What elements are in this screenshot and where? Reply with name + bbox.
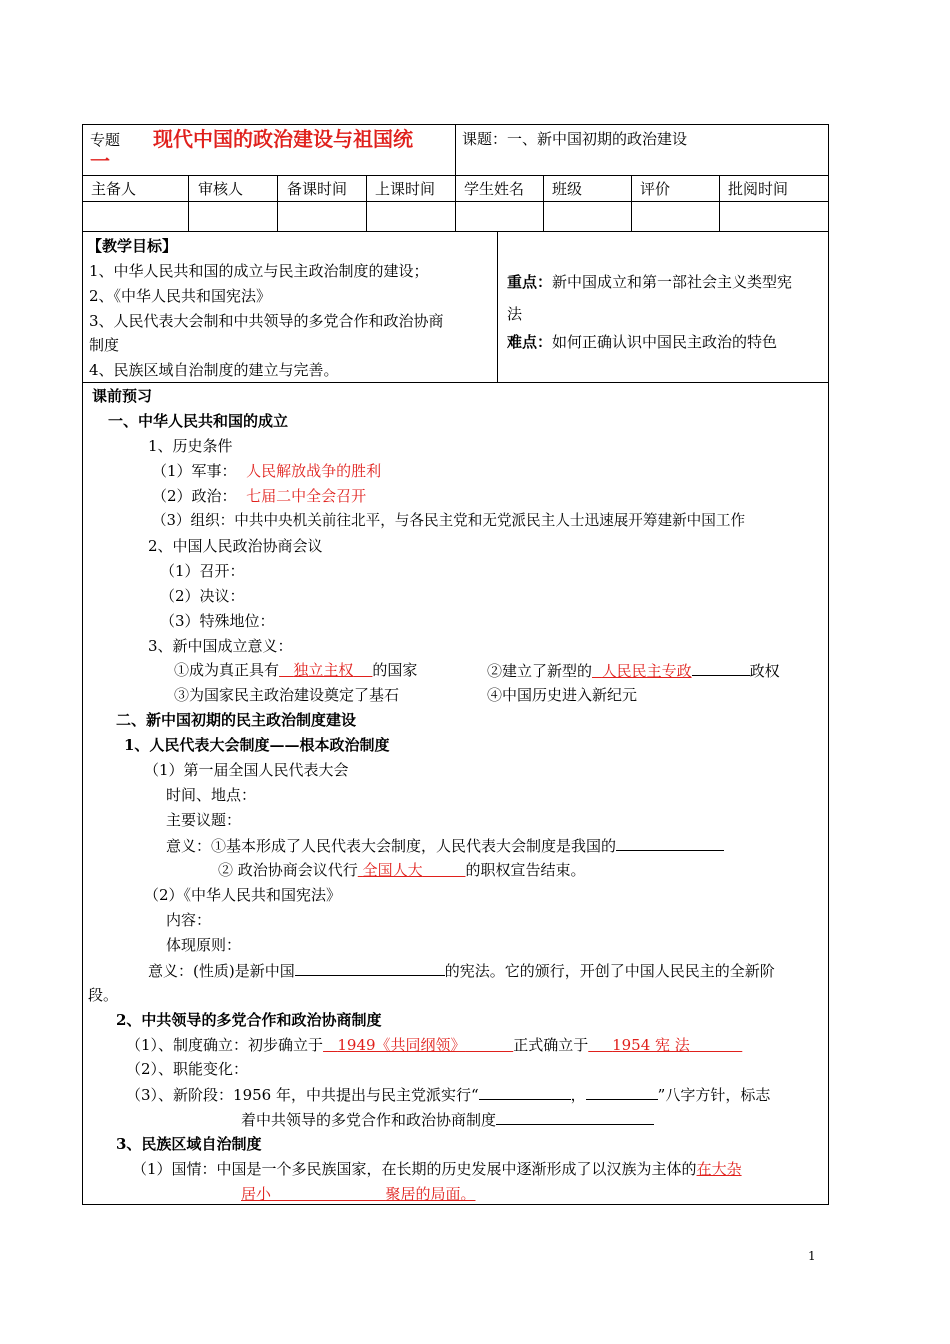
role-cell: 评价 bbox=[640, 180, 671, 198]
role-cell: 学生姓名 bbox=[464, 180, 525, 198]
constitution-meaning: 意义：(性质)是新中国 的宪法。它的颁行，开创了中国人民民主的全新阶 bbox=[148, 962, 775, 980]
objective-item: 3、人民代表大会制和中共领导的多党合作和政治协商 bbox=[89, 312, 444, 330]
difficulty-label: 难点： bbox=[507, 333, 553, 351]
role-cell: 班级 bbox=[552, 180, 583, 198]
topic-title-continued: 一 bbox=[90, 149, 110, 173]
subsection-heading: 3、民族区域自治制度 bbox=[116, 1135, 262, 1153]
difficulty-text: 如何正确认识中国民主政治的特色 bbox=[552, 333, 778, 351]
answer-blank[interactable] bbox=[479, 1085, 571, 1100]
answer-blank[interactable] bbox=[586, 1085, 658, 1100]
table-rule bbox=[497, 231, 498, 382]
table-rule bbox=[188, 175, 189, 231]
answer-blank[interactable] bbox=[496, 1110, 654, 1125]
difficulty-point bbox=[507, 333, 777, 351]
answer-concentrated-living: 聚居的局面。 bbox=[385, 1185, 476, 1203]
objective-item: 制度 bbox=[89, 336, 120, 354]
meaning-text: 的国家 bbox=[372, 661, 418, 679]
meaning-text: ②建立了新型的 bbox=[487, 662, 593, 680]
subsection-heading: 3、新中国成立意义： bbox=[148, 637, 293, 655]
subsection-heading: 2、中共领导的多党合作和政治协商制度 bbox=[116, 1011, 382, 1029]
role-cell: 主备人 bbox=[91, 180, 137, 198]
key-point-text: 新中国成立和第一部社会主义类型宪 bbox=[552, 273, 793, 291]
table-rule bbox=[455, 124, 456, 175]
preview-heading: 课前预习 bbox=[92, 387, 153, 405]
meaning-text: 政权 bbox=[749, 662, 780, 680]
table-rule bbox=[455, 175, 456, 231]
npc-agenda: 主要议题： bbox=[166, 811, 242, 829]
answer-common-program: 1949《共同纲领》 bbox=[337, 1036, 466, 1054]
topic-title: 现代中国的政治建设与祖国统 bbox=[153, 127, 413, 151]
function-change: （2）、职能变化： bbox=[126, 1060, 249, 1078]
new-stage-continued: 着中共领导的多党合作和政治协商制度 bbox=[241, 1110, 654, 1129]
meaning-item: ③为国家民主政治建设奠定了基石 bbox=[174, 686, 400, 704]
section-heading: 二、新中国初期的民主政治制度建设 bbox=[116, 711, 357, 729]
npc-item: （1）第一届全国人民代表大会 bbox=[144, 761, 349, 779]
meaning-item: ④中国历史进入新纪元 bbox=[487, 686, 638, 704]
table-rule bbox=[719, 175, 720, 231]
topic-label: 专题 bbox=[90, 131, 121, 149]
national-condition: （1）国情：中国是一个多民族国家，在长期的历史发展中逐渐形成了以汉族为主体的在大杂 bbox=[132, 1160, 742, 1178]
cppcc-item: （2）决议： bbox=[160, 587, 245, 605]
constitution-content: 内容： bbox=[166, 911, 212, 929]
answer-small-living: 居小 bbox=[241, 1185, 272, 1203]
role-cell: 备课时间 bbox=[287, 180, 348, 198]
organization-line: （3）组织：中共中央机关前往北平，与各民主党和无党派民主人士迅速展开筹建新中国工作 bbox=[152, 512, 746, 529]
answer-blank[interactable] bbox=[295, 961, 445, 976]
system-establishment: （1）、制度确立：初步确立于 1949《共同纲领》 正式确立于 1954 宪 法 bbox=[126, 1036, 742, 1054]
constitution-meaning-end: 段。 bbox=[88, 986, 119, 1004]
meaning-text: ①成为真正具有 bbox=[174, 661, 280, 679]
national-condition-continued bbox=[241, 1185, 475, 1203]
constitution-principle: 体现原则： bbox=[166, 936, 242, 954]
table-rule bbox=[82, 231, 828, 232]
military-line bbox=[152, 462, 381, 480]
objective-item: 1、中华人民共和国的成立与民主政治制度的建设； bbox=[89, 262, 429, 280]
key-point-label: 重点： bbox=[507, 273, 553, 291]
cppcc-item: （1）召开： bbox=[160, 562, 245, 580]
table-rule bbox=[366, 175, 367, 231]
meaning-item bbox=[487, 661, 780, 680]
role-cell: 批阅时间 bbox=[728, 180, 789, 198]
answer-mixed-living: 在大杂 bbox=[696, 1160, 742, 1178]
answer-blank[interactable] bbox=[692, 661, 750, 676]
answer-blank[interactable] bbox=[616, 836, 724, 851]
military-answer: 人民解放战争的胜利 bbox=[246, 462, 382, 480]
table-rule bbox=[543, 175, 544, 231]
table-rule bbox=[277, 175, 278, 231]
politics-label: （2）政治： bbox=[152, 487, 237, 505]
answer-npc: 全国人大 bbox=[362, 861, 423, 879]
objective-item: 4、民族区域自治制度的建立与完善。 bbox=[89, 361, 339, 379]
objectives-heading: 【教学目标】 bbox=[87, 237, 178, 255]
npc-time-place: 时间、地点： bbox=[166, 786, 257, 804]
military-label: （1）军事： bbox=[152, 462, 237, 480]
section-heading: 一、中华人民共和国的成立 bbox=[108, 412, 289, 430]
npc-meaning-2: ② 政治协商会议代行 全国人大 的职权宣告结束。 bbox=[218, 861, 586, 879]
key-point bbox=[507, 273, 792, 291]
answer-gap bbox=[271, 1185, 385, 1203]
subsection-heading: 2、中国人民政治协商会议 bbox=[148, 537, 323, 555]
answer-peoples-dictatorship: 人民民主专政 bbox=[601, 662, 692, 680]
page-number: 1 bbox=[808, 1249, 816, 1263]
npc-meaning-1: 意义：①基本形成了人民代表大会制度，人民代表大会制度是我国的 bbox=[166, 836, 724, 855]
answer-1954-constitution: 1954 宪 法 bbox=[612, 1036, 690, 1054]
role-cell: 审核人 bbox=[198, 180, 244, 198]
table-rule bbox=[631, 175, 632, 231]
politics-line bbox=[152, 487, 366, 505]
constitution-item: （2）《中华人民共和国宪法》 bbox=[144, 886, 342, 904]
answer-independent-sovereignty: 独立主权 bbox=[293, 661, 354, 679]
key-point-continued: 法 bbox=[507, 305, 523, 323]
table-rule bbox=[82, 382, 828, 383]
new-stage: （3）、新阶段：1956 年，中共提出与民主党派实行“ ， ”八字方针，标志 bbox=[126, 1086, 771, 1104]
meaning-item bbox=[174, 661, 417, 679]
politics-answer: 七届二中全会召开 bbox=[246, 487, 367, 505]
subsection-heading: 1、历史条件 bbox=[148, 437, 233, 455]
role-cell: 上课时间 bbox=[375, 180, 436, 198]
objective-item: 2、《中华人民共和国宪法》 bbox=[89, 287, 272, 305]
cppcc-item: （3）特殊地位： bbox=[160, 612, 275, 630]
lesson-title: 课题：一、新中国初期的政治建设 bbox=[462, 130, 688, 148]
subsection-heading: 1、人民代表大会制度——根本政治制度 bbox=[124, 736, 390, 754]
